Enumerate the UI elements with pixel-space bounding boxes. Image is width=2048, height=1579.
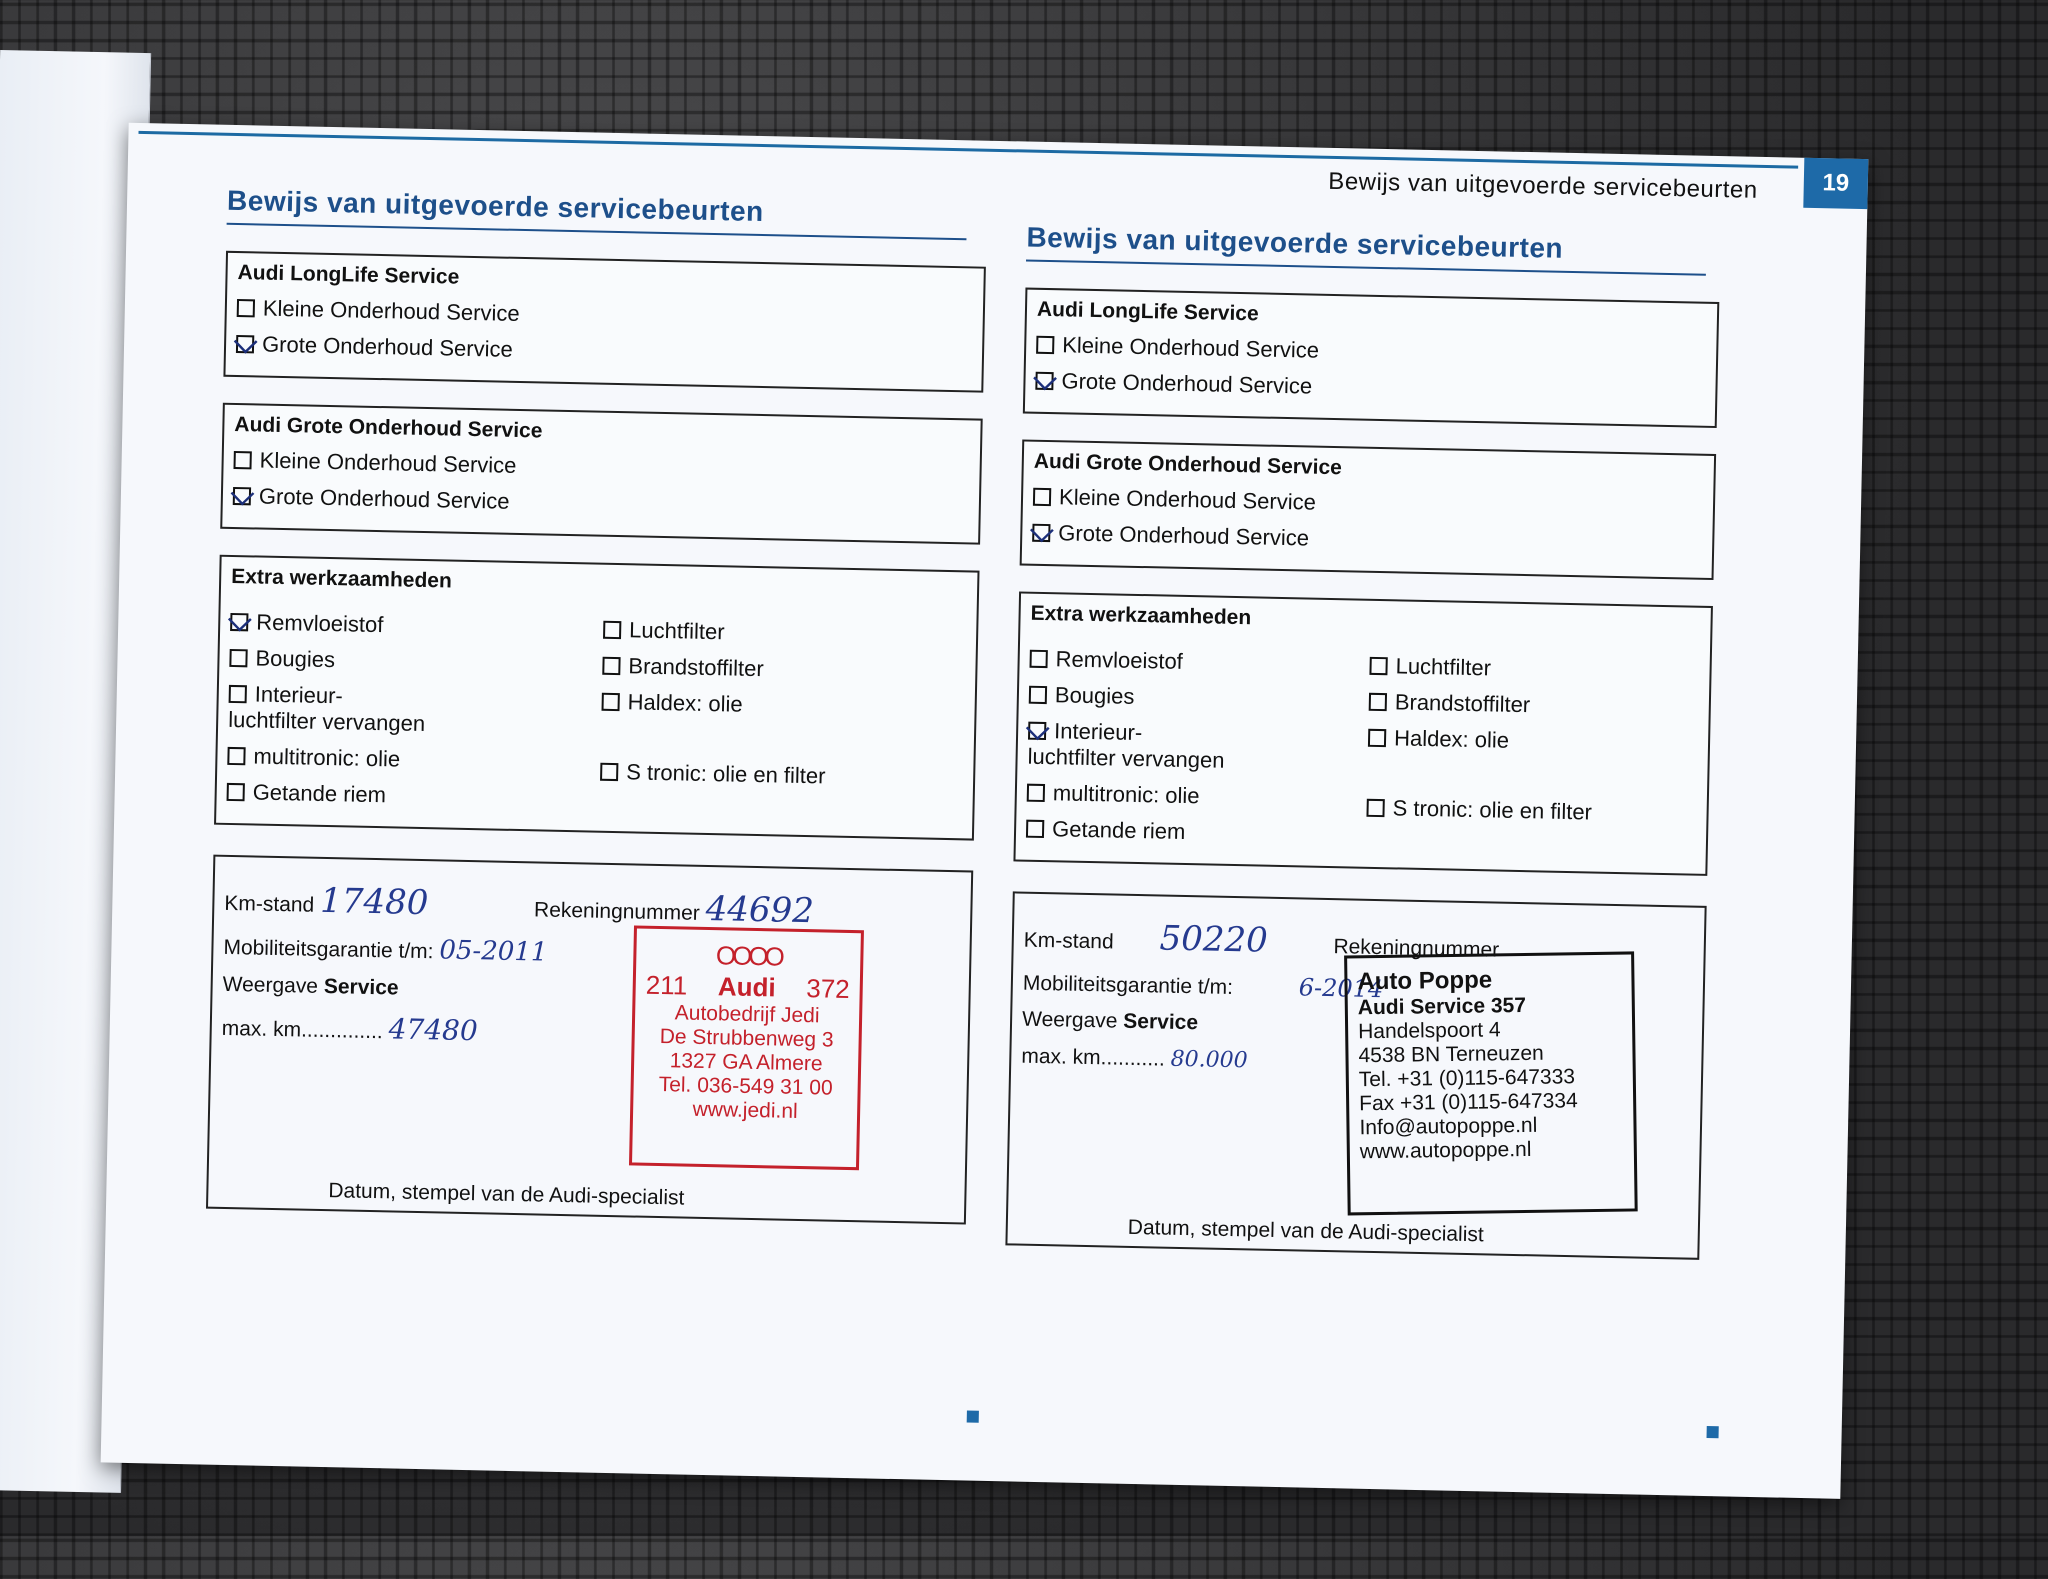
left-extra-item: S tronic: olie en filter (600, 759, 963, 793)
right-longlife-grote: Grote Onderhoud Service (1035, 368, 1705, 408)
checkbox[interactable] (1026, 820, 1044, 838)
left-extra-item: Bougies (229, 645, 592, 679)
left-km-handwritten: 17480 (319, 880, 429, 924)
left-max-handwritten: 47480 (388, 1012, 479, 1048)
right-longlife-box (1023, 288, 1719, 429)
left-longlife-box (223, 251, 985, 393)
right-km-box (1005, 891, 1706, 1259)
left-extra-col1 (226, 599, 593, 823)
checkbox[interactable] (229, 649, 247, 667)
right-extra-item: Haldex: olie (1368, 725, 1698, 758)
checkbox[interactable] (1033, 488, 1051, 506)
right-mobility-handwritten: 6-2014 (1298, 973, 1384, 1004)
end-marker (967, 1411, 979, 1423)
running-header: Bewijs van uitgevoerde servicebeurten (1328, 167, 1758, 204)
right-mobility-line: Mobiliteitsgarantie t/m: 6-2014 (1022, 971, 1384, 1004)
checkbox[interactable] (1366, 799, 1384, 817)
left-longlife-grote: Grote Onderhoud Service (236, 331, 972, 372)
left-invoice-handwritten: 44692 (705, 888, 815, 932)
left-longlife-title: Audi LongLife Service (237, 261, 460, 289)
left-extra-title: Extra werkzaamheden (230, 564, 453, 593)
right-km-handwritten: 50220 (1159, 918, 1269, 961)
left-extra-item: Remvloeistof (230, 609, 593, 643)
booklet-page (101, 123, 1869, 1499)
checkbox[interactable] (602, 693, 620, 711)
checkbox[interactable] (1029, 650, 1047, 668)
left-extra-col2 (599, 607, 966, 831)
left-column (199, 185, 987, 1541)
right-column (999, 222, 1787, 1578)
checkbox-checked[interactable] (1035, 372, 1053, 390)
right-max-handwritten: 80.000 (1170, 1046, 1248, 1074)
checkbox[interactable] (1368, 729, 1386, 747)
left-extra-item: multitronic: olie (227, 743, 590, 777)
left-km-line: Km-stand 17480 Rekeningnummer 44692 (224, 880, 815, 932)
left-longlife-kleine: Kleine Onderhoud Service (237, 295, 973, 336)
service-booklet (0, 60, 1880, 1519)
checkbox[interactable] (233, 451, 251, 469)
left-mobility-handwritten: 05-2011 (439, 935, 548, 968)
left-grote-grote: Grote Onderhoud Service (233, 483, 969, 524)
left-grote-kleine: Kleine Onderhoud Service (233, 447, 969, 488)
left-grote-title: Audi Grote Onderhoud Service (234, 412, 543, 443)
checkbox[interactable] (1369, 693, 1387, 711)
right-extra-item: S tronic: olie en filter (1366, 795, 1696, 828)
left-display-line: Weergave Service (222, 972, 399, 1000)
right-grote-title: Audi Grote Onderhoud Service (1033, 449, 1343, 480)
right-max-line: max. km........... 80.000 (1021, 1044, 1248, 1074)
checkbox[interactable] (602, 657, 620, 675)
left-section-title: Bewijs van uitgevoerde servicebeurten (227, 185, 968, 240)
page-number: 19 (1803, 158, 1868, 209)
checkbox[interactable] (229, 685, 247, 703)
left-extra-item: Haldex: olie (601, 689, 964, 723)
right-extra-col2 (1366, 643, 1700, 866)
right-km-line: Km-stand 50220 Rekeningnummer (1023, 918, 1500, 962)
checkbox[interactable] (1036, 336, 1054, 354)
end-marker (1707, 1426, 1719, 1438)
right-extra-box (1013, 591, 1713, 875)
right-extra-item: Remvloeistof (1029, 646, 1359, 679)
right-extra-grid (1026, 636, 1700, 866)
checkbox-checked[interactable] (1032, 524, 1050, 542)
checkbox[interactable] (237, 299, 255, 317)
checkbox-checked[interactable] (236, 335, 254, 353)
checkbox[interactable] (227, 783, 245, 801)
checkbox[interactable] (1027, 784, 1045, 802)
checkbox-checked[interactable] (230, 613, 248, 631)
checkbox-checked[interactable] (233, 487, 251, 505)
right-longlife-kleine: Kleine Onderhoud Service (1036, 332, 1706, 372)
right-extra-item: Getande riem (1026, 816, 1356, 849)
checkbox[interactable] (227, 747, 245, 765)
right-grote-box (1020, 439, 1716, 580)
checkbox[interactable] (1369, 657, 1387, 675)
left-extra-item: Interieur- luchtfilter vervangen (227, 681, 426, 737)
checkbox[interactable] (600, 763, 618, 781)
header-rule (138, 131, 1798, 169)
right-extra-item: Bougies (1029, 682, 1359, 715)
right-extra-title: Extra werkzaamheden (1030, 601, 1252, 630)
left-extra-item: Luchtfilter (603, 617, 966, 651)
right-longlife-title: Audi LongLife Service (1036, 297, 1259, 326)
left-grote-box (220, 403, 982, 545)
checkbox-checked[interactable] (1028, 722, 1046, 740)
right-extra-item: Luchtfilter (1369, 653, 1699, 686)
right-extra-item: Brandstoffilter (1369, 689, 1699, 722)
auto-poppe-stamp: Auto Poppe Audi Service 357 Handelspoort 4 4538 BN Terneuzen Tel. +31 (0)115-647333 Fax +31 (0)115-647334 Info@autopoppe.nl www.autopoppe.nl (1344, 951, 1638, 1215)
left-mobility-line: Mobiliteitsgarantie t/m: 05-2011 (223, 935, 548, 968)
audi-rings-logo: OOOO (715, 940, 782, 972)
left-extra-item: Brandstoffilter (602, 653, 965, 687)
right-datum-label: Datum, stempel van de Audi-specialist (1127, 1215, 1484, 1247)
left-extra-grid (226, 599, 966, 830)
right-display-line: Weergave Service (1021, 1007, 1199, 1035)
right-grote-grote: Grote Onderhoud Service (1032, 520, 1702, 560)
right-extra-item: Interieur- luchtfilter vervangen (1027, 718, 1225, 773)
right-section-title: Bewijs van uitgevoerde servicebeurten (1026, 222, 1707, 276)
audi-jedi-stamp: OOOO 211 Audi 372 Autobedrijf Jedi De Strubbenweg 3 1327 GA Almere Tel. 036-549 31 00 www.jedi.nl (629, 925, 864, 1170)
checkbox[interactable] (603, 621, 621, 639)
right-extra-col1 (1026, 636, 1360, 859)
left-datum-label: Datum, stempel van de Audi-specialist (328, 1179, 685, 1210)
left-km-box (206, 855, 973, 1225)
checkbox[interactable] (1029, 686, 1047, 704)
left-max-line: max. km.............. 47480 (221, 1012, 479, 1048)
left-extra-item: Getande riem (226, 779, 589, 813)
left-extra-box (214, 555, 979, 841)
right-extra-item: multitronic: olie (1027, 780, 1357, 813)
right-grote-kleine: Kleine Onderhoud Service (1033, 484, 1703, 524)
